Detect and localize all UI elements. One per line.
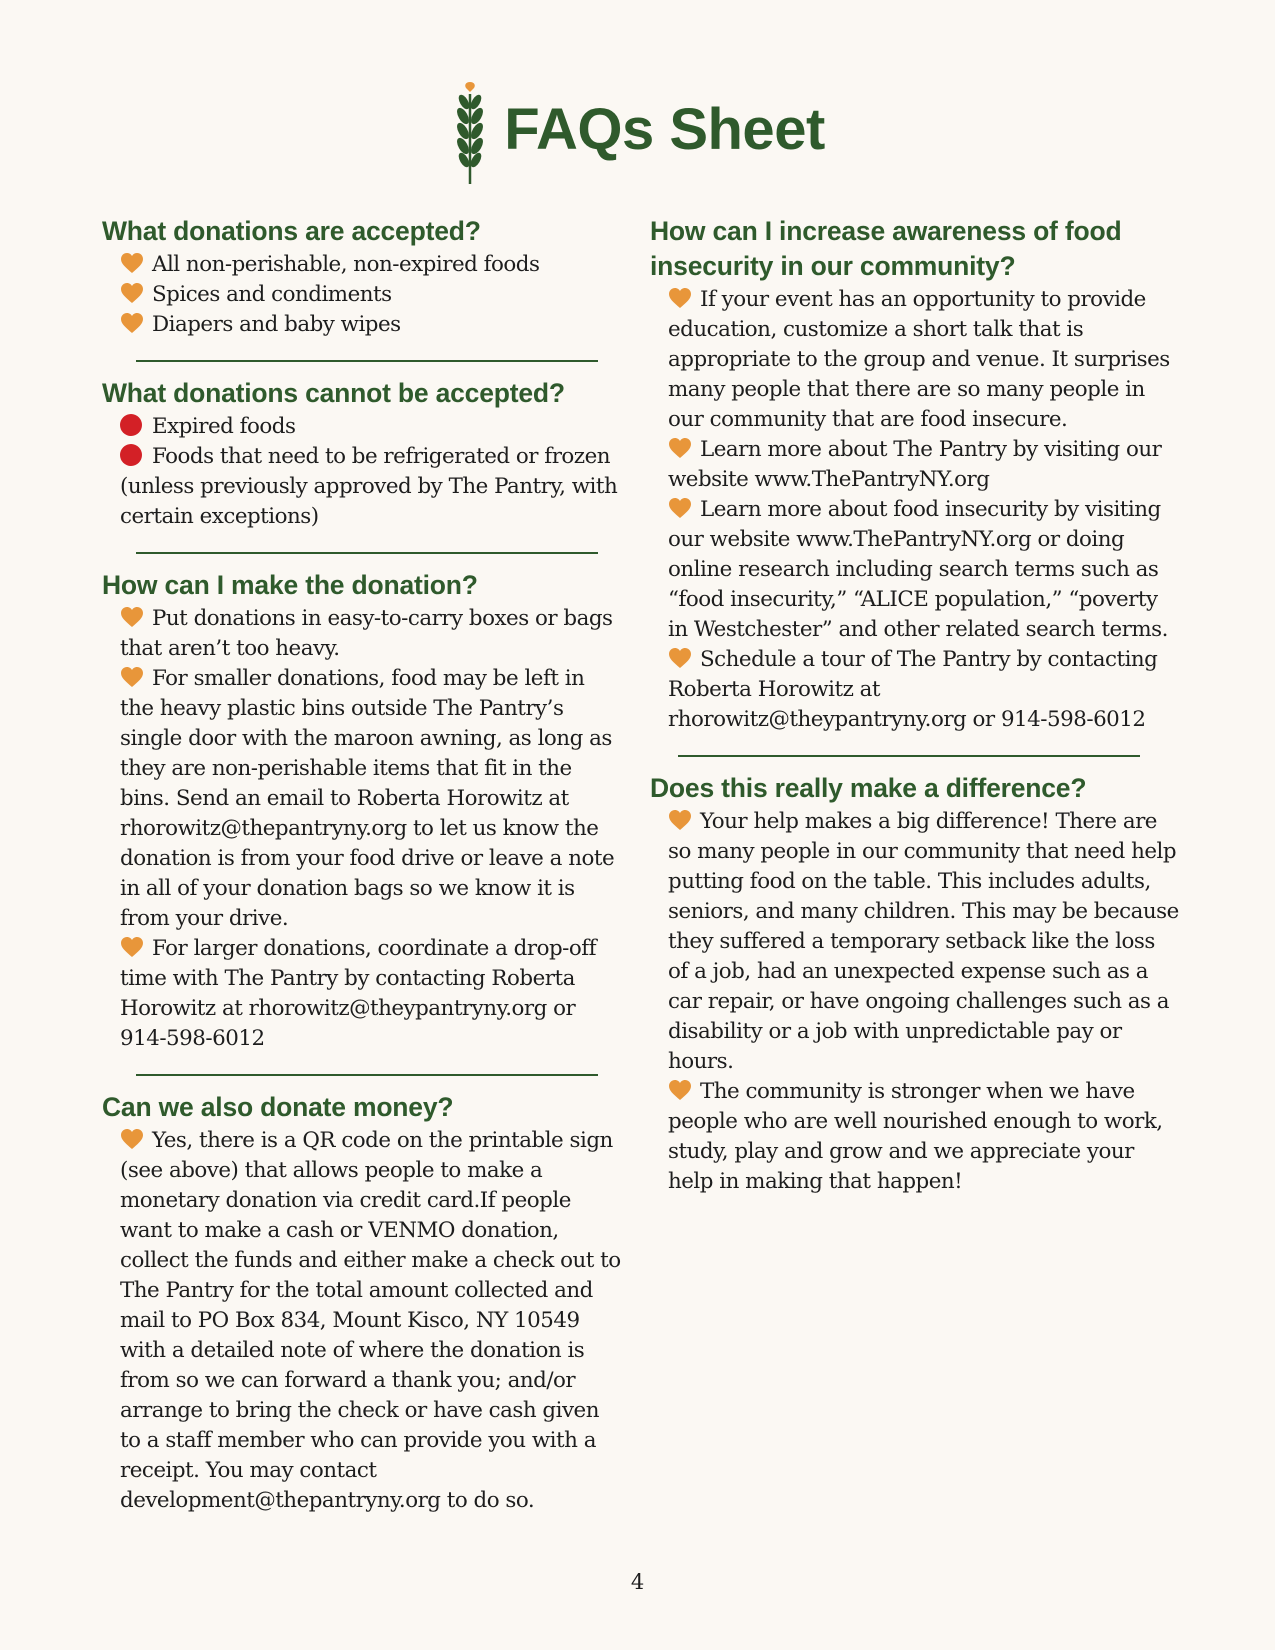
list-item: For larger donations, coordinate a drop-off time with The Pantry by contacting Roberta Horowitz at rhorowitz@theypantryny.org or 914-598-6012 bbox=[120, 936, 597, 1051]
list-item: Expired foods bbox=[120, 412, 622, 442]
difference-list bbox=[650, 807, 1180, 1197]
list-item: If your event has an opportunity to provide education, customize a short talk that is appropriate to the group and venue. It surprises many people that there are so many people in our community that are food insecure. bbox=[668, 287, 1170, 432]
page-title: FAQs Sheet bbox=[504, 96, 825, 162]
list-item: Diapers and baby wipes bbox=[120, 310, 622, 340]
list-item: Learn more about food insecurity by visiting our website www.ThePantryNY.org or doing online research including search terms such as “food insecurity,” “ALICE population,” “poverty in Westchester” and other related search terms. bbox=[668, 497, 1168, 642]
heart-icon bbox=[668, 437, 694, 459]
page-number: 4 bbox=[630, 1570, 645, 1594]
list-item: Put donations in easy-to-carry boxes or bags that aren’t too heavy. bbox=[120, 606, 613, 661]
heart-icon bbox=[120, 312, 146, 334]
divider bbox=[136, 1074, 598, 1076]
divider bbox=[136, 360, 598, 362]
wheat-icon bbox=[450, 80, 490, 186]
heart-icon bbox=[668, 1079, 694, 1101]
list-item: Learn more about The Pantry by visiting our website www.ThePantryNY.org bbox=[668, 437, 1162, 492]
how-donate-list bbox=[102, 604, 622, 1054]
list-item: Yes, there is a QR code on the printable sign (see above) that allows people to make a monetary donation via credit card.If people want to make a cash or VENMO donation, collect the funds and either make a check out to The Pantry for the total amount collected and mail to PO Box 834, Mount Kisco, NY 10549 with a detailed note of where the donation is from so we can forward a thank you; and/or arrange to bring the check or have cash given to a staff member who can provide you with a receipt. You may contact development@thepantryny.org to do so. bbox=[120, 1128, 621, 1513]
heart-icon bbox=[120, 282, 146, 304]
heart-icon bbox=[668, 287, 694, 309]
heart-icon bbox=[120, 666, 146, 688]
left-column bbox=[102, 214, 622, 1516]
heart-icon bbox=[120, 936, 146, 958]
red-dot-icon bbox=[120, 444, 142, 466]
money-list bbox=[102, 1126, 622, 1516]
heart-icon bbox=[120, 1128, 146, 1150]
section-heading-how-donate: How can I make the donation? bbox=[102, 570, 478, 600]
heart-icon bbox=[668, 647, 694, 669]
awareness-list bbox=[650, 285, 1180, 735]
heart-icon bbox=[120, 606, 146, 628]
red-dot-icon bbox=[120, 414, 142, 436]
list-item: Your help makes a big difference! There are so many people in our community that need help putting food on the table. This includes adults, seniors, and many children. This may be because they suffered a temporary setback like the loss of a job, had an unexpected expense such as a car repair, or have ongoing challenges such as a disability or a job with unpredictable pay or hours. bbox=[668, 809, 1179, 1074]
list-item: Schedule a tour of The Pantry by contacting Roberta Horowitz at rhorowitz@theypantryny.org or 914-598-6012 bbox=[668, 647, 1158, 732]
divider bbox=[678, 755, 1140, 757]
section-heading-money: Can we also donate money? bbox=[102, 1092, 454, 1122]
page-header bbox=[0, 72, 1275, 186]
list-item: Foods that need to be refrigerated or frozen (unless previously approved by The Pantry, with certain exceptions) bbox=[120, 444, 618, 529]
section-heading-awareness: How can I increase awareness of food insecurity in our community? bbox=[650, 216, 1122, 281]
accepted-list bbox=[102, 250, 622, 340]
heart-icon bbox=[668, 809, 694, 831]
list-item: All non-perishable, non-expired foods bbox=[120, 250, 622, 280]
heart-icon bbox=[120, 252, 146, 274]
divider bbox=[136, 552, 598, 554]
section-heading-difference: Does this really make a difference? bbox=[650, 773, 1087, 803]
list-item: Spices and condiments bbox=[120, 280, 622, 310]
section-heading-not-accepted: What donations cannot be accepted? bbox=[102, 378, 565, 408]
heart-icon bbox=[668, 497, 694, 519]
section-heading-accepted: What donations are accepted? bbox=[102, 216, 481, 246]
right-column bbox=[650, 214, 1180, 1197]
list-item: For smaller donations, food may be left in the heavy plastic bins outside The Pantry’s single door with the maroon awning, as long as they are non-perishable items that fit in the bins. Send an email to Roberta Horowitz at rhorowitz@thepantryny.org to let us know the donation is from your food drive or leave a note in all of your donation bags so we know it is from your drive. bbox=[120, 666, 615, 931]
not-accepted-list bbox=[102, 412, 622, 532]
list-item: The community is stronger when we have people who are well nourished enough to work, study, play and grow and we appreciate your help in making that happen! bbox=[668, 1079, 1163, 1194]
